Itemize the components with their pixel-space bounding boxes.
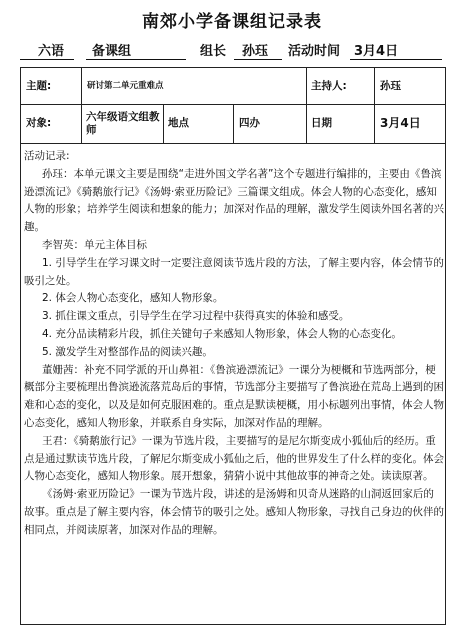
col-divider (306, 104, 307, 143)
topic-label: 主题: (26, 79, 52, 92)
page-title: 南郊小学备课组记录表 (142, 12, 322, 32)
col-divider (81, 104, 82, 143)
record-paragraph: 《汤姆·索亚历险记》一课为节选片段，讲述的是汤姆和贝奇从迷路的山洞返回家后的故事。重点是了解主要内容，体会情节的吸引之处。感知人物形象，寻找自己身边的伙伴的相同点，并阅读原著，加深对作品的理解。 (24, 488, 444, 536)
underline (86, 59, 186, 60)
row-divider (21, 143, 445, 144)
underline (20, 59, 74, 60)
host-label: 主持人: (311, 79, 347, 92)
target-label: 对象: (26, 117, 52, 129)
subtitle-line (20, 38, 444, 60)
record-paragraph: 孙珏：本单元课文主要是围绕“走进外国文学名著”这个专题进行编排的，主要由《鲁滨逊漂流记》《骑鹅旅行记》《汤姆·索亚历险记》三篇课文组成。体会人物的心态变化，感知人物的形象；培养学生阅读和想象的能力；加深对作品的理解，激发学生阅读外国名著的兴趣。 (24, 167, 444, 234)
col-divider (374, 68, 375, 104)
record-paragraph: 李智英：单元主体目标 (42, 238, 147, 251)
time-label: 活动时间 (288, 44, 341, 59)
date-value: 3月4日 (380, 116, 421, 130)
record-heading: 活动记录: (24, 150, 70, 162)
leader-value: 孙珏 (242, 44, 269, 59)
target-value: 六年级语文组教师 (86, 110, 160, 136)
col-divider (81, 68, 82, 104)
col-divider (233, 104, 234, 143)
record-table (20, 67, 446, 625)
goal-item: 3. 抓住课文重点，引导学生在学习过程中获得真实的体验和感受。 (42, 310, 350, 323)
goal-item: 2. 体会人物心态变化，感知人物形象。 (42, 292, 224, 305)
topic-value: 研讨第二单元重难点 (87, 80, 164, 91)
underline (234, 59, 282, 60)
group-label: 备课组 (92, 44, 132, 59)
host-value: 孙珏 (380, 79, 401, 92)
record-paragraph: 董姗茜：补充不同学派的开山鼻祖：《鲁滨逊漂流记》一课分为梗概和节选两部分，梗概部分主要梳理出鲁滨逊流落荒岛后的事情，节选部分主要描写了鲁滨逊在荒岛上遇到的困难和心态的变化，以及是如何克服困难的。重点是默读梗概，用小标题列出事情，体会人物心态变化，感知人物形象，并联系自身实际，加深对作品的理解。 (24, 363, 444, 429)
date-value: 3月4日 (354, 44, 399, 59)
underline (350, 59, 442, 60)
col-divider (306, 68, 307, 104)
date-label: 日期 (311, 117, 332, 129)
goal-item: 1. 引导学生在学习课文时一定要注意阅读节选片段的方法，了解主要内容，体会情节的吸引之处。 (24, 256, 444, 287)
col-divider (163, 104, 164, 143)
place-value: 四办 (239, 117, 260, 129)
place-label: 地点 (168, 117, 189, 129)
subject-value: 六语 (38, 44, 65, 59)
leader-label: 组长 (200, 44, 227, 59)
goal-item: 4. 充分品读精彩片段，抓住关键句子来感知人物形象，体会人物的心态变化。 (42, 327, 402, 340)
col-divider (374, 104, 375, 143)
record-paragraph: 王君：《骑鹅旅行记》一课为节选片段，主要描写的是尼尔斯变成小狐仙后的经历。重点是通过默读节选片段，了解尼尔斯变成小狐仙之后，他的世界发生了什么样的变化。体会人物心态变化，感知人物形象。展开想象，猜猜小说中其他故事的神奇之处。读读原著。 (24, 434, 444, 483)
goal-item: 5. 激发学生对整部作品的阅读兴趣。 (42, 345, 213, 358)
activity-record (24, 148, 444, 540)
